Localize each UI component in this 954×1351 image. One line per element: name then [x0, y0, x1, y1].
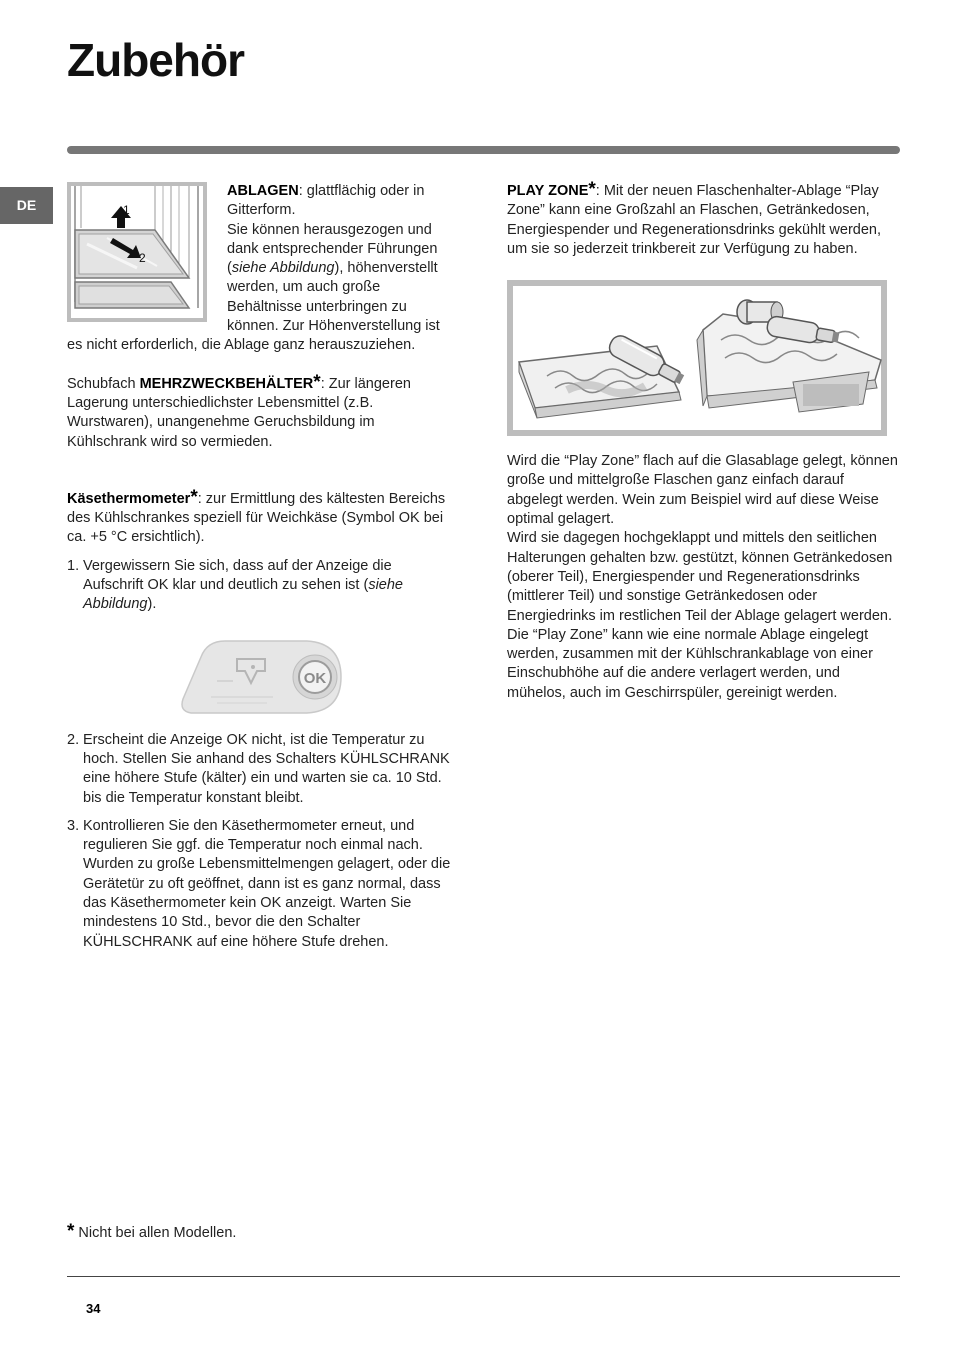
thermometer-illustration [177, 637, 343, 717]
playzone-star: * [588, 179, 596, 200]
list-item [67, 557, 455, 615]
step-text: Kontrollieren Sie den Käsethermometer erneut, und regulieren Sie ggf. die Temperatur noch einmal nach. Wurden zu große Lebensmittelmengen gelagert, oder die Gerätetür zu oft geöffnet, dann ist es ganz normal, dass das Käsethermometer kein OK anzeigt. Warten Sie mindestens 10 Std., bevor die den Schalter KÜHLSCHRANK auf eine höhere Stufe drehen. [83, 817, 451, 950]
step-italic: siehe Abbildung [83, 577, 403, 613]
kaese-text: : zur Ermittlung des kältesten Bereichs des Kühlschrankes speziell für Weichkäse (Symbol OK bei ca. +5 °C ersichtlich). [67, 490, 446, 546]
thermometer-ok-label: OK [303, 669, 327, 687]
playzone-upright-paragraph: Wird sie dagegen hochgeklappt und mittels den seitlichen Halterungen gehalten bzw. gestützt, können Getränkedosen (oberer Teil), Energiespender und Regenerationsdrinks (mittlerer Teil) und sonstige Getränkedosen oder Energiedrinks im restlichen Teil der Ablage gelagert werden. [507, 530, 893, 624]
left-column [67, 182, 455, 952]
step-number: 3. [67, 817, 80, 834]
ablagen-text-3: ), höhenverstellt werden, um auch große Behältnisse unterbringen zu können. Zur Höhenverstellung ist es nicht erforderlich, die Ablage ganz herauszuziehen. [67, 260, 440, 354]
footnote [67, 1221, 237, 1243]
playzone-shelf-paragraph: Die “Play Zone” kann wie eine normale Ablage eingelegt werden, zusammen mit der Kühlschrankablage von einer Einschubhöhe auf die andere verlagert werden, und mühelos, auch im Geschirrspüler, gereinigt werden. [507, 626, 873, 701]
playzone-flat-paragraph: Wird die “Play Zone” flach auf die Glasablage gelegt, können große und mittelgroße Flaschen ganz einfach darauf abgelegt werden. Wein zum Beispiel wird auf diese Weise optimal gelagert. [507, 453, 898, 528]
header-rule [67, 146, 900, 154]
step-text-a: Vergewissern Sie sich, dass auf der Anzeige die Aufschrift OK klar und deutlich zu sehen ist ( [83, 557, 392, 594]
page-title: Zubehör [67, 34, 244, 86]
schubfach-heading: MEHRZWECKBEHÄLTER [139, 375, 314, 392]
step-text: Erscheint die Anzeige OK nicht, ist die Temperatur zu hoch. Stellen Sie anhand des Schalters KÜHLSCHRANK eine höhere Stufe (kälter) ein und warten sie ca. 10 Std. bis die Temperatur konstant bleibt. [83, 731, 450, 806]
kaese-steps [67, 557, 455, 615]
playzone-paragraph [507, 179, 901, 259]
ablagen-italic: siehe Abbildung [231, 260, 335, 277]
schubfach-paragraph [67, 371, 455, 452]
footer-rule [67, 1276, 900, 1277]
playzone-illustration [507, 280, 887, 436]
ablagen-text-1: : glattflächig oder in Gitterform. [227, 183, 425, 219]
kaese-heading: Käsethermometer [67, 490, 191, 507]
ablagen-text-2: Sie können herausgezogen und dank entsprechender Führungen ( [227, 221, 438, 277]
shelf-illustration [67, 182, 207, 322]
shelf-label-2: 2 [139, 251, 146, 265]
page-number: 34 [86, 1301, 101, 1316]
schubfach-text: : Zur längeren Lagerung unterschiedlichster Lebensmittel (z.B. Wurstwaren), unangenehme Geruchsbildung im Kühlschrank wird so vermieden. [67, 375, 411, 450]
playzone-heading: PLAY ZONE [507, 183, 589, 199]
list-item [67, 817, 455, 952]
shelf-label-1: 1 [123, 203, 130, 217]
language-tab: DE [0, 187, 53, 224]
list-item [67, 731, 455, 808]
schubfach-star: * [313, 371, 321, 393]
right-column [507, 179, 901, 703]
ablagen-heading: ABLAGEN [227, 183, 299, 199]
kaese-steps-continued [67, 731, 455, 952]
schubfach-prefix: Schubfach [67, 375, 140, 392]
footnote-star: * [67, 1221, 75, 1242]
step-number: 2. [67, 731, 80, 748]
footnote-text: Nicht bei allen Modellen. [74, 1225, 237, 1241]
playzone-text: : Mit der neuen Flaschenhalter-Ablage “Play Zone” kann eine Großzahl an Flaschen, Getränkedosen, Energiespender und Regenerationsdrinks gekühlt werden, um sie so jederzeit trinkbereit zur Verfügung zu haben. [507, 183, 882, 257]
kaese-paragraph [67, 486, 455, 548]
step-number: 1. [67, 557, 80, 574]
kaese-star: * [190, 486, 198, 508]
step-text-b: ). [147, 596, 157, 613]
